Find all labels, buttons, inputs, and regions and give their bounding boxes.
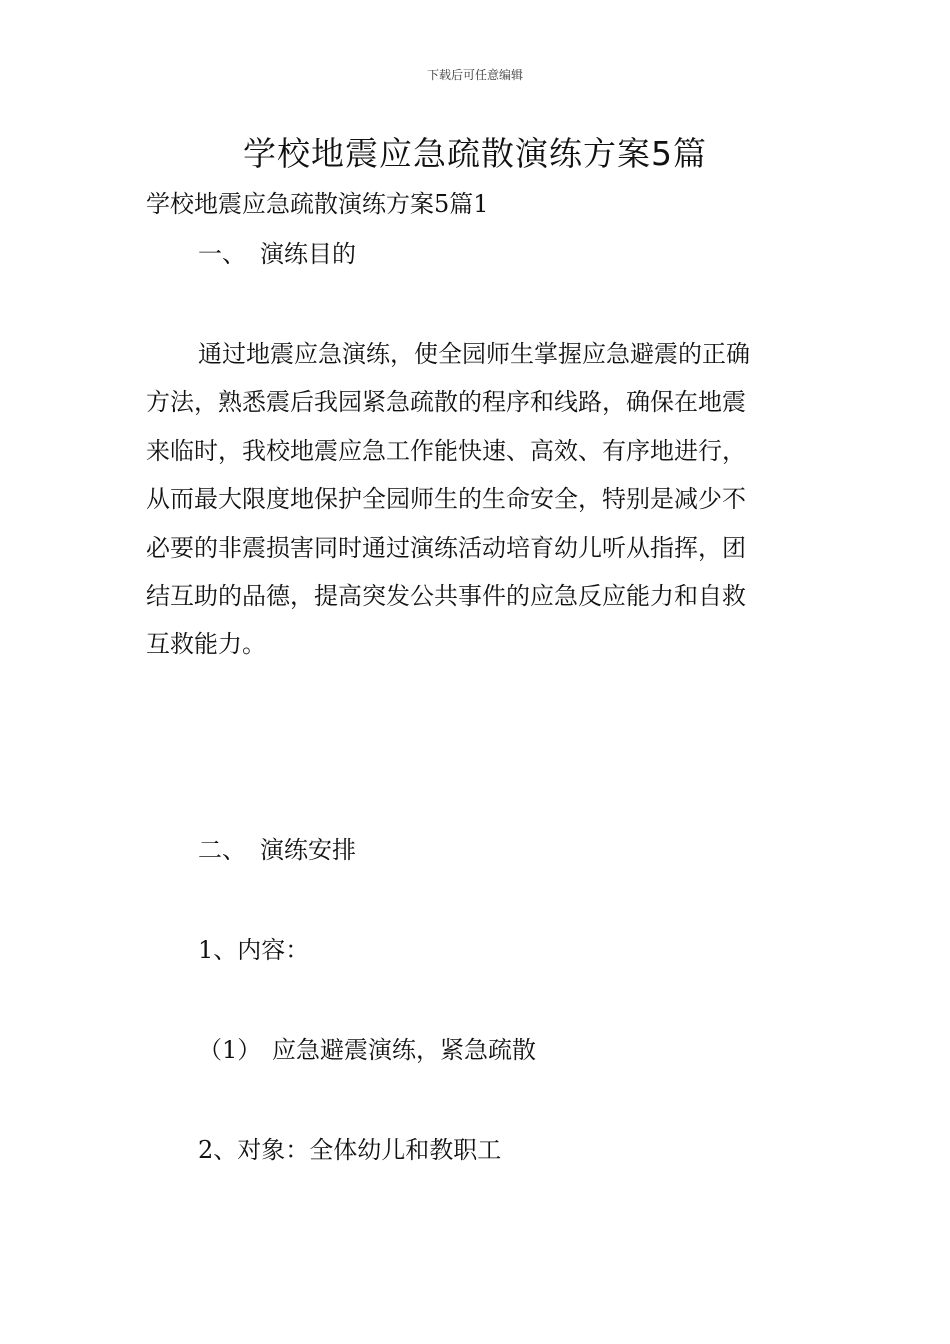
list-item-target: 2、对象：全体幼儿和教职工 <box>198 1136 502 1164</box>
paragraph-line: 从而最大限度地保护全园师生的生命安全，特别是减少不 <box>146 485 746 514</box>
purpose-paragraph <box>146 330 810 669</box>
sub-item-number: （1） <box>198 1036 262 1064</box>
paragraph-line: 必要的非震损害同时通过演练活动培育幼儿听从指挥，团 <box>146 533 746 562</box>
section-number: 二、 <box>198 836 246 864</box>
document-title: 学校地震应急疏散演练方案5篇 <box>243 134 707 173</box>
section-label: 演练目的 <box>260 240 356 268</box>
section-number: 一、 <box>198 240 246 268</box>
section-heading-purpose <box>198 234 356 269</box>
document-subtitle: 学校地震应急疏散演练方案5篇1 <box>146 190 489 218</box>
paragraph-line: 结互助的品德，提高突发公共事件的应急反应能力和自救 <box>146 582 746 611</box>
list-item-content: 1、内容： <box>198 936 310 964</box>
section-heading-arrangement <box>198 830 356 865</box>
paragraph-line: 互救能力。 <box>146 630 266 659</box>
sub-item-drill <box>198 1030 536 1065</box>
paragraph-line: 方法，熟悉震后我园紧急疏散的程序和线路，确保在地震 <box>146 388 746 417</box>
paragraph-line: 来临时，我校地震应急工作能快速、高效、有序地进行， <box>146 436 746 465</box>
sub-item-text: 应急避震演练，紧急疏散 <box>272 1036 536 1064</box>
paragraph-line: 通过地震应急演练，使全园师生掌握应急避震的正确 <box>198 340 750 368</box>
header-note: 下载后可任意编辑 <box>426 68 523 82</box>
section-label: 演练安排 <box>260 836 356 864</box>
